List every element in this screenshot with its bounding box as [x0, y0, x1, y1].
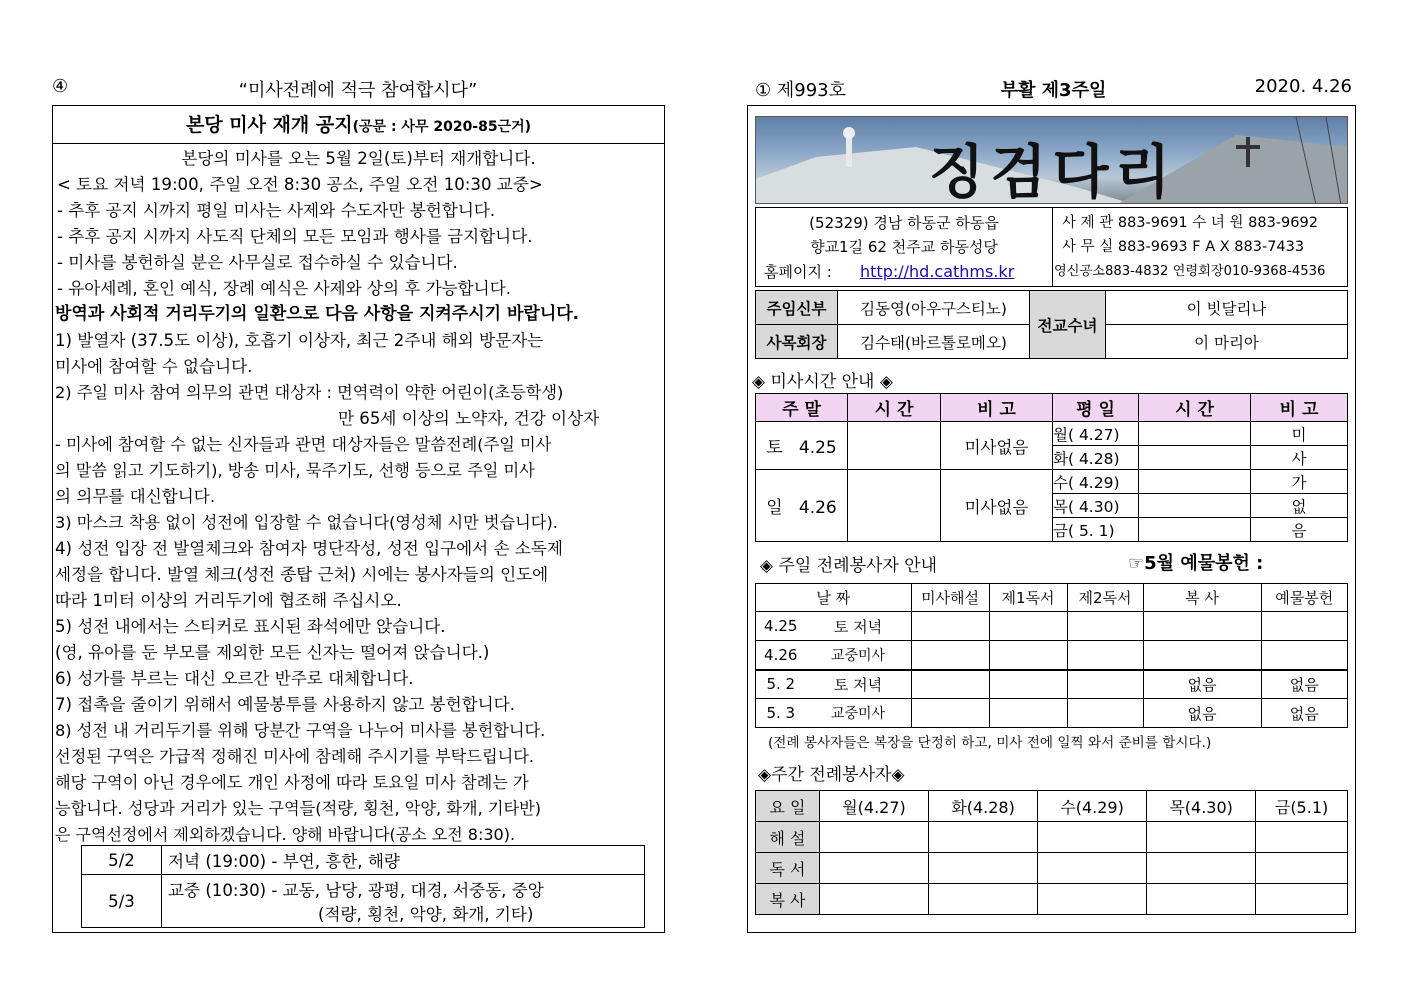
- schedule-date: 5/2: [82, 846, 162, 875]
- sister-name: 이 마리아: [1106, 325, 1348, 359]
- sister-label: 전교수녀: [1030, 291, 1106, 359]
- svc-cell: [1067, 612, 1143, 641]
- svc-cell: 없음: [1143, 699, 1261, 728]
- svc-header: 미사해설: [911, 584, 989, 612]
- weekend-day-name: 일: [766, 498, 783, 518]
- svc-date: 4.25: [756, 612, 806, 641]
- weekday-note: 미: [1251, 422, 1348, 446]
- table-row: [756, 699, 1348, 728]
- weekly-server-table: [755, 790, 1348, 915]
- schedule-cell: [162, 875, 645, 928]
- table-row: [756, 641, 1348, 670]
- schedule-text: 교중 (10:30) - 교동, 남당, 광평, 대경, 서중동, 중앙: [168, 881, 544, 900]
- svc-header: 예물봉헌: [1261, 584, 1347, 612]
- svc-cell: [911, 670, 989, 699]
- notice-line: - 미사를 봉헌하실 분은 사무실로 접수하실 수 있습니다.: [57, 253, 458, 272]
- table-row: [82, 875, 645, 928]
- mass-zone-schedule: [81, 845, 645, 928]
- weekly-header: 수(4.29): [1038, 791, 1147, 822]
- weekend-day: [756, 422, 848, 470]
- parish-info: [755, 207, 1348, 287]
- svc-type: 토 저녁: [806, 670, 912, 699]
- notice-line: 능합니다. 성당과 거리가 있는 구역들(적량, 횡천, 악양, 화개, 기타반): [55, 799, 542, 818]
- svc-cell: [911, 699, 989, 728]
- address-line: 향교1길 62 천주교 하동성당: [810, 238, 998, 256]
- svc-header: 제1독서: [989, 584, 1067, 612]
- weekend-note: 미사없음: [941, 470, 1053, 542]
- svc-cell: [911, 641, 989, 670]
- svc-cell: [1143, 641, 1261, 670]
- weekly-cell: [820, 853, 929, 884]
- svc-header: 제2독서: [1067, 584, 1143, 612]
- mass-header: 비 고: [1251, 394, 1348, 422]
- weekly-cell: [1147, 884, 1256, 915]
- weekly-cell: [929, 853, 1038, 884]
- homepage-link[interactable]: http://hd.cathms.kr: [860, 262, 1015, 281]
- svc-cell: [1067, 670, 1143, 699]
- weekend-note: 미사없음: [941, 422, 1053, 470]
- svc-cell: [1067, 641, 1143, 670]
- svc-header: 날 짜: [756, 584, 912, 612]
- svc-date: 5. 2: [756, 670, 806, 699]
- president-name: 김수태(바르톨로메오): [838, 325, 1030, 359]
- notice-box: [52, 105, 665, 933]
- weekday-day: 월( 4.27): [1053, 422, 1139, 446]
- table-row: [756, 612, 1348, 641]
- notice-line: 따라 1미터 이상의 거리두기에 협조해 주십시오.: [55, 591, 402, 610]
- svc-cell: 없음: [1261, 670, 1347, 699]
- schedule-text: 저녁 (19:00) - 부연, 흥한, 해량: [162, 846, 645, 875]
- svc-cell: 없음: [1143, 670, 1261, 699]
- weekday-time: [1139, 422, 1251, 446]
- svc-cell: [989, 641, 1067, 670]
- weekly-cell: [929, 884, 1038, 915]
- notice-title: [53, 106, 664, 144]
- notice-line: 4) 성전 입장 전 발열체크와 참여자 명단작성, 성전 입구에서 손 소독제: [55, 539, 563, 558]
- svc-type: 교중미사: [806, 641, 912, 670]
- table-row: [756, 584, 1348, 612]
- weekday-note: 음: [1251, 518, 1348, 542]
- notice-line: 의 의무를 대신합니다.: [55, 487, 216, 506]
- weekly-cell: [820, 822, 929, 853]
- left-motto: “미사전례에 적극 참여합시다”: [238, 80, 478, 101]
- mass-header: 주 말: [756, 394, 848, 422]
- banner-title: 징검다리: [928, 138, 1177, 204]
- notice-line: 2) 주일 미사 참여 의무의 관면 대상자 : 면역력이 약한 어린이(초등학생): [55, 383, 564, 402]
- notice-title-note: (공문 : 사무 2020-85근거): [352, 119, 532, 135]
- mass-time-table: [755, 393, 1348, 542]
- weekly-header: 요 일: [756, 791, 820, 822]
- svc-cell: 없음: [1261, 699, 1347, 728]
- notice-line: 세정을 합니다. 발열 체크(성전 종탑 근처) 시에는 봉사자들의 인도에: [55, 565, 549, 584]
- weekday-time: [1139, 518, 1251, 542]
- notice-line: 3) 마스크 착용 없이 성전에 입장할 수 없습니다(영성체 시만 벗습니다).: [55, 513, 558, 532]
- weekday-day: 화( 4.28): [1053, 446, 1139, 470]
- liturgy-server-title: ◈ 주일 전례봉사자 안내: [760, 556, 938, 576]
- weekday-day: 금( 5. 1): [1053, 518, 1139, 542]
- svc-type: 토 저녁: [806, 612, 912, 641]
- table-row: [82, 846, 645, 875]
- table-row: [756, 822, 1348, 853]
- left-page-number: ④: [52, 76, 69, 97]
- weekend-time: [848, 470, 941, 542]
- weekly-cell: [1256, 822, 1348, 853]
- notice-line: < 토요 저녁 19:00, 주일 오전 8:30 공소, 주일 오전 10:30 교중>: [57, 175, 543, 194]
- weekly-header: 목(4.30): [1147, 791, 1256, 822]
- weekly-role: 독 서: [756, 853, 820, 884]
- right-page-header: [755, 76, 1352, 102]
- phone-line: 사 제 관 883-9691 수 녀 원 883-9692: [1062, 215, 1318, 231]
- svc-cell: [1261, 641, 1347, 670]
- liturgical-week: 부활 제3주일: [1000, 80, 1107, 101]
- homepage-label: 홈페이지 :: [764, 263, 832, 281]
- weekly-cell: [1256, 853, 1348, 884]
- weekly-cell: [1038, 822, 1147, 853]
- weekend-time: [848, 422, 941, 470]
- svc-date: 5. 3: [756, 699, 806, 728]
- weekday-time: [1139, 494, 1251, 518]
- weekday-time: [1139, 470, 1251, 494]
- table-row: [756, 470, 1348, 494]
- pastor-name: 김동영(아우구스티노): [838, 291, 1030, 325]
- divider: [1052, 208, 1053, 286]
- table-row: [756, 884, 1348, 915]
- weekly-header: 월(4.27): [820, 791, 929, 822]
- weekly-cell: [820, 884, 929, 915]
- weekend-date: 4.25: [798, 438, 837, 458]
- table-row: [756, 791, 1348, 822]
- schedule-date: 5/3: [82, 875, 162, 928]
- table-row: [756, 394, 1348, 422]
- phone-line: 영신공소883-4832 연령회장010-9368-4536: [1054, 264, 1326, 279]
- left-page-header: [52, 76, 664, 102]
- notice-line: 의 말씀 읽고 기도하기), 방송 미사, 묵주기도, 선행 등으로 주일 미사: [55, 461, 535, 480]
- svc-note: (전례 봉사자들은 복장을 단정히 하고, 미사 전에 일찍 와서 준비를 합시다.): [768, 735, 1212, 751]
- mass-header: 시 간: [1139, 394, 1251, 422]
- notice-line: - 유아세례, 혼인 예식, 장례 예식은 사제와 상의 후 가능합니다.: [57, 279, 511, 298]
- notice-line: 8) 성전 내 거리두기를 위해 당분간 구역을 나누어 미사를 봉헌합니다.: [55, 721, 546, 740]
- mass-header: 시 간: [848, 394, 941, 422]
- weekly-cell: [1256, 884, 1348, 915]
- banner: [755, 116, 1348, 204]
- notice-line: 해당 구역이 아닌 경우에도 개인 사정에 따라 토요일 미사 참례는 가: [55, 773, 529, 792]
- svc-cell: [989, 670, 1067, 699]
- notice-line: 5) 성전 내에서는 스티커로 표시된 좌석에만 앉습니다.: [55, 617, 446, 636]
- liturgy-server-table: [755, 583, 1348, 728]
- phone-line: 사 무 실 883-9693 F A X 883-7433: [1062, 239, 1305, 255]
- notice-line: 1) 발열자 (37.5도 이상), 호흡기 이상자, 최근 2주내 해외 방문자는: [55, 331, 544, 350]
- notice-title-text: 본당 미사 재개 공지: [185, 114, 353, 136]
- svc-cell: [989, 699, 1067, 728]
- notice-line: - 추후 공지 시까지 사도직 단체의 모든 모임과 행사를 금지합니다.: [57, 227, 533, 246]
- mass-time-title: ◈ 미사시간 안내 ◈: [752, 372, 893, 392]
- svc-header: 복 사: [1143, 584, 1261, 612]
- notice-line: 선정된 구역은 가급적 정해진 미사에 참례해 주시기를 부탁드립니다.: [55, 747, 535, 766]
- table-row: [756, 853, 1348, 884]
- notice-line: (영, 유아를 둔 부모를 제외한 모든 신자는 떨어져 앉습니다.): [55, 643, 490, 662]
- weekday-note: 가: [1251, 470, 1348, 494]
- svc-cell: [1261, 612, 1347, 641]
- notice-line: 방역과 사회적 거리두기의 일환으로 다음 사항을 지켜주시기 바랍니다.: [55, 304, 580, 324]
- weekly-cell: [929, 822, 1038, 853]
- notice-line: - 추후 공지 시까지 평일 미사는 사제와 수도자만 봉헌합니다.: [57, 201, 496, 220]
- pastor-label: 주임신부: [756, 291, 838, 325]
- offering-title: ☞5월 예물봉헌 :: [1128, 553, 1264, 574]
- weekend-day-name: 토: [766, 438, 783, 458]
- table-row: [756, 422, 1348, 446]
- weekend-date: 4.26: [798, 498, 837, 518]
- svc-date: 4.26: [756, 641, 806, 670]
- staff-table: [755, 290, 1348, 359]
- president-label: 사목회장: [756, 325, 838, 359]
- mass-header: 평 일: [1053, 394, 1139, 422]
- sister-name: 이 빗달리나: [1106, 291, 1348, 325]
- svc-cell: [1143, 612, 1261, 641]
- weekday-day: 수( 4.29): [1053, 470, 1139, 494]
- weekday-note: 없: [1251, 494, 1348, 518]
- weekly-cell: [1038, 853, 1147, 884]
- notice-line: 미사에 참여할 수 없습니다.: [55, 357, 253, 376]
- table-row: [756, 291, 1348, 325]
- address-line: (52329) 경남 하동군 하동읍: [809, 214, 999, 232]
- notice-line: 은 구역선정에서 제외하겠습니다. 양해 바랍니다(공소 오전 8:30).: [55, 825, 516, 844]
- notice-line: 7) 접촉을 줄이기 위해서 예물봉투를 사용하지 않고 봉헌합니다.: [55, 695, 515, 714]
- svc-type: 교중미사: [806, 699, 912, 728]
- notice-line: 6) 성가를 부르는 대신 오르간 반주로 대체합니다.: [55, 669, 414, 688]
- notice-line: - 미사에 참여할 수 없는 신자들과 관면 대상자들은 말씀전례(주일 미사: [55, 435, 552, 454]
- issue-date: 2020. 4.26: [1254, 76, 1352, 97]
- svc-cell: [911, 612, 989, 641]
- weekday-time: [1139, 446, 1251, 470]
- weekly-role: 복 사: [756, 884, 820, 915]
- weekday-day: 목( 4.30): [1053, 494, 1139, 518]
- svc-cell: [1067, 699, 1143, 728]
- weekend-day: [756, 470, 848, 542]
- mass-header: 비 고: [941, 394, 1053, 422]
- weekly-header: 화(4.28): [929, 791, 1038, 822]
- schedule-text-2: (적량, 횡천, 악양, 화개, 기타): [318, 905, 534, 924]
- table-row: [756, 670, 1348, 699]
- weekly-header: 금(5.1): [1256, 791, 1348, 822]
- notice-line: 만 65세 이상의 노약자, 건강 이상자: [338, 409, 600, 428]
- weekly-role: 해 설: [756, 822, 820, 853]
- weekly-cell: [1147, 822, 1256, 853]
- weekly-server-title: ◈주간 전례봉사자◈: [758, 765, 905, 785]
- weekly-cell: [1038, 884, 1147, 915]
- svc-cell: [989, 612, 1067, 641]
- weekly-cell: [1147, 853, 1256, 884]
- weekday-note: 사: [1251, 446, 1348, 470]
- issue-number: ① 제993호: [755, 80, 846, 101]
- notice-line: 본당의 미사를 오는 5월 2일(토)부터 재개합니다.: [181, 149, 536, 168]
